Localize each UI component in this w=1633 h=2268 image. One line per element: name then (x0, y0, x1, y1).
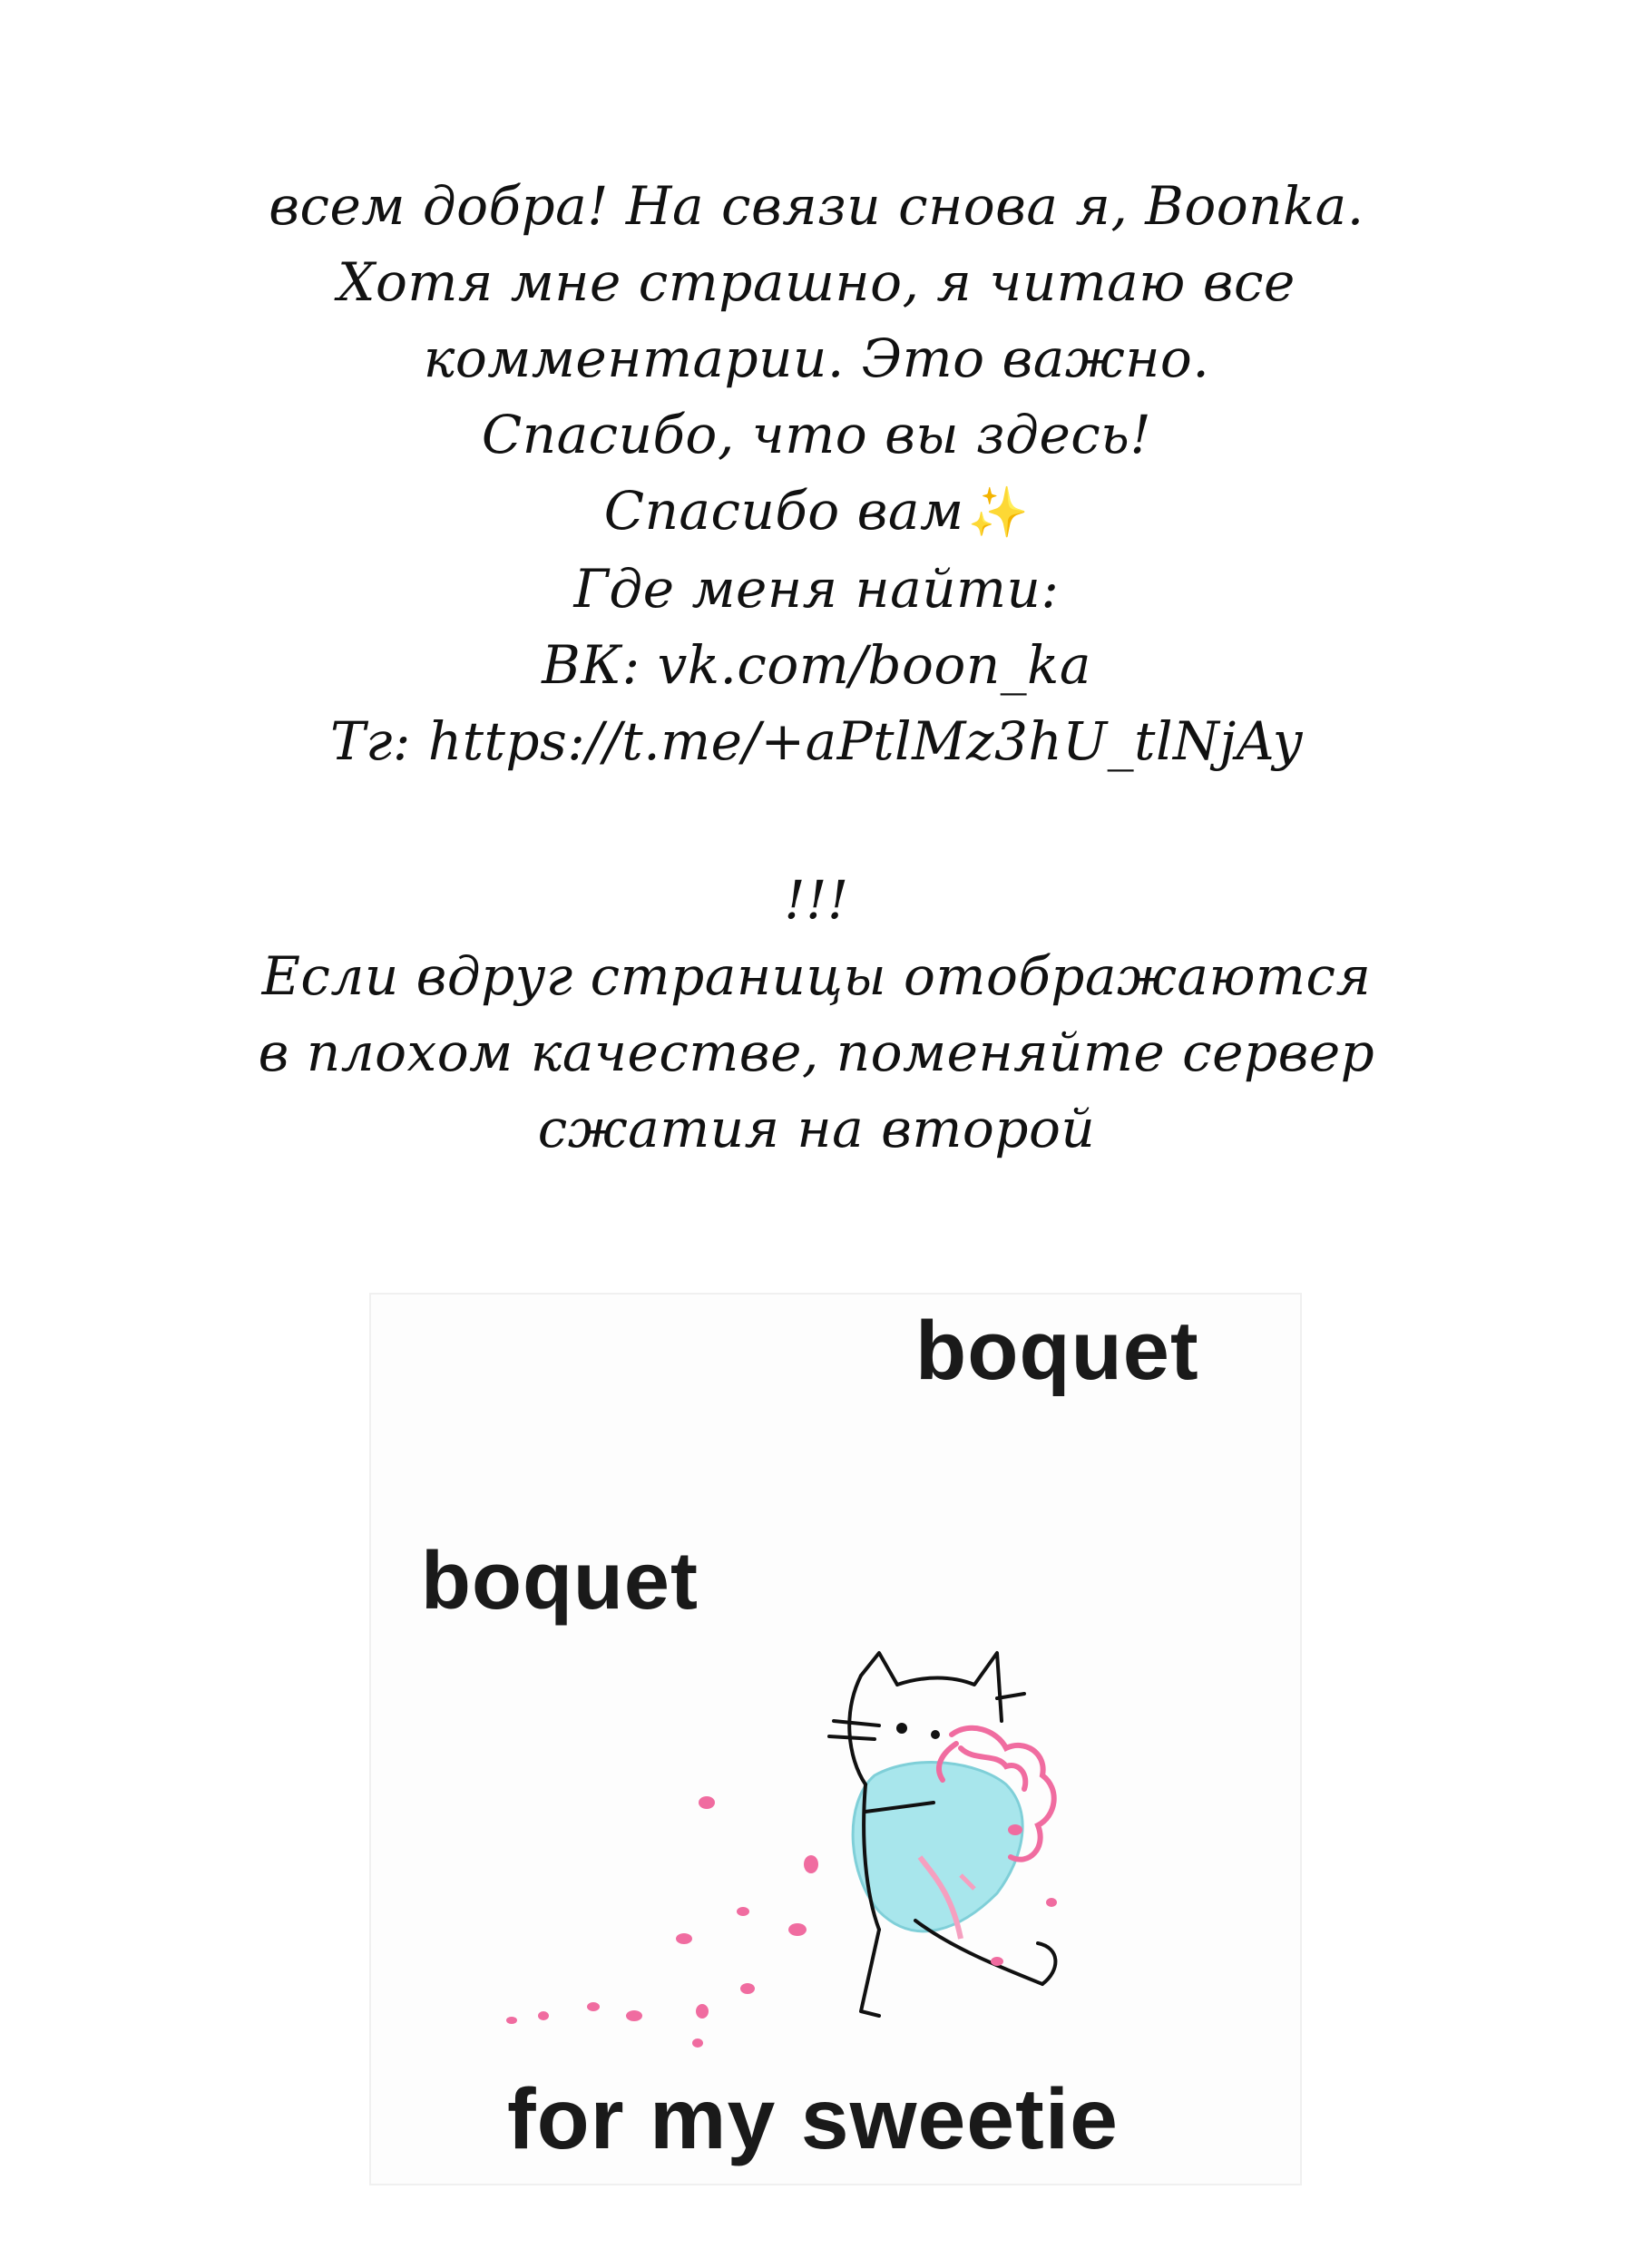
quality-notice (0, 862, 1633, 1167)
note-line-thanks (0, 473, 1633, 551)
meme-caption-bottom: for my sweetie (507, 2071, 1119, 2167)
meme-image (369, 1293, 1302, 2185)
note-line: Где меня найти: (573, 558, 1060, 620)
author-note (0, 168, 1633, 779)
note-line-text: Спасибо вам (603, 480, 964, 542)
cat-with-bouquet-drawing (371, 1295, 1302, 2185)
meme-caption-top: boquet (915, 1305, 1199, 1397)
notice-line: в плохом качестве, поменяйте сервер (258, 1022, 1375, 1083)
notice-line: Если вдруг страницы отображаются (261, 945, 1372, 1007)
notice-line: сжатия на второй (537, 1098, 1096, 1159)
note-line: Спасибо, что вы здесь! (481, 404, 1152, 465)
notice-exclamation: !!! (784, 869, 849, 931)
note-line: Хотя мне страшно, я читаю все (337, 251, 1296, 313)
meme-caption-middle: boquet (421, 1536, 699, 1627)
telegram-link[interactable]: Тг: https://t.me/+aPtlMz3hU_tlNjAy (329, 710, 1304, 772)
vk-link[interactable]: ВК: vk.com/boon_ka (542, 634, 1091, 696)
note-line: всем добра! На связи снова я, Boonka. (269, 175, 1364, 237)
sparkles-icon: ✨ (967, 484, 1030, 541)
note-line: комментарии. Это важно. (423, 327, 1210, 389)
